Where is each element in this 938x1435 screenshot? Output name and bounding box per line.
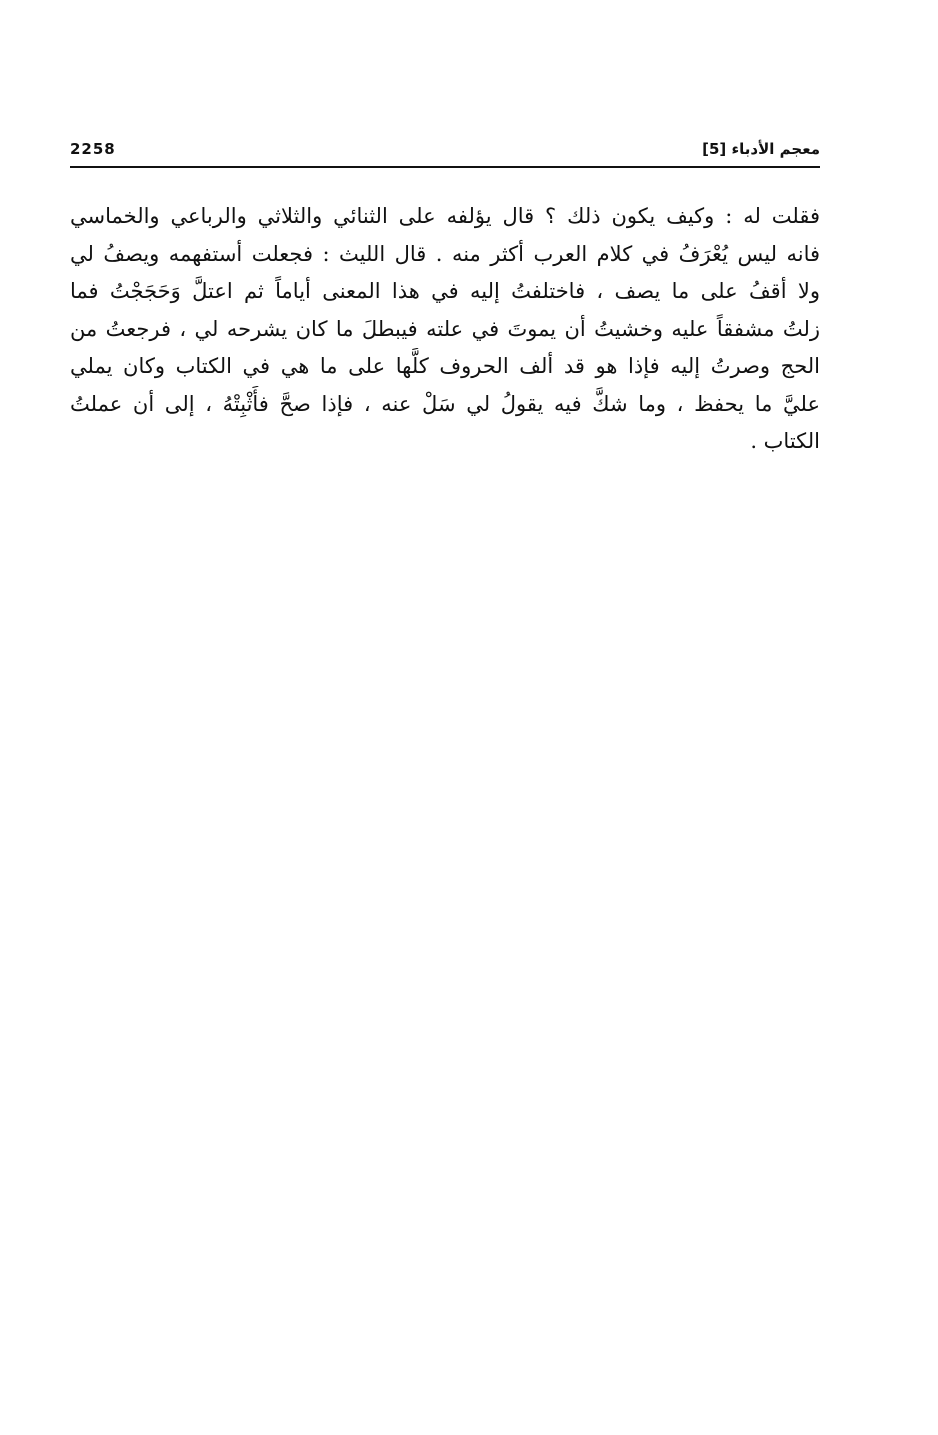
text-line: ولا أقفُ على ما يصف ، فاختلفتُ إليه في هذا المعنى أياماً ثم اعتلَّ وَحَجَجْتُ فما bbox=[70, 279, 820, 303]
text-line: الحج وصرتُ إليه فإذا هو قد ألف الحروف كلَّها على ما هي في الكتاب وكان يملي bbox=[70, 354, 820, 378]
body-text bbox=[70, 198, 820, 461]
book-title: معجم الأدباء [5] bbox=[702, 140, 820, 158]
text-line: فانه ليس يُعْرَفُ في كلام العرب أكثر منه . قال الليث : فجعلت أستفهمه ويصفُ لي bbox=[70, 241, 820, 266]
header-rule bbox=[70, 166, 820, 168]
page-number: 2258 bbox=[70, 140, 116, 158]
text-line: عليَّ ما يحفظ ، وما شكَّ فيه يقولُ لي سَلْ عنه ، فإذا صحَّ فأَثْبِتْهُ ، إلى أن عملتُ bbox=[70, 391, 820, 416]
text-line-last: الكتاب . bbox=[750, 429, 820, 453]
running-header bbox=[70, 132, 820, 158]
text-line: زلتُ مشفقاً عليه وخشيتُ أن يموتَ في علته فيبطلَ ما كان يشرحه لي ، فرجعتُ من bbox=[70, 316, 820, 341]
text-line: فقلت له : وكيف يكون ذلك ؟ قال يؤلفه على الثنائي والثلاثي والرباعي والخماسي bbox=[70, 204, 820, 228]
